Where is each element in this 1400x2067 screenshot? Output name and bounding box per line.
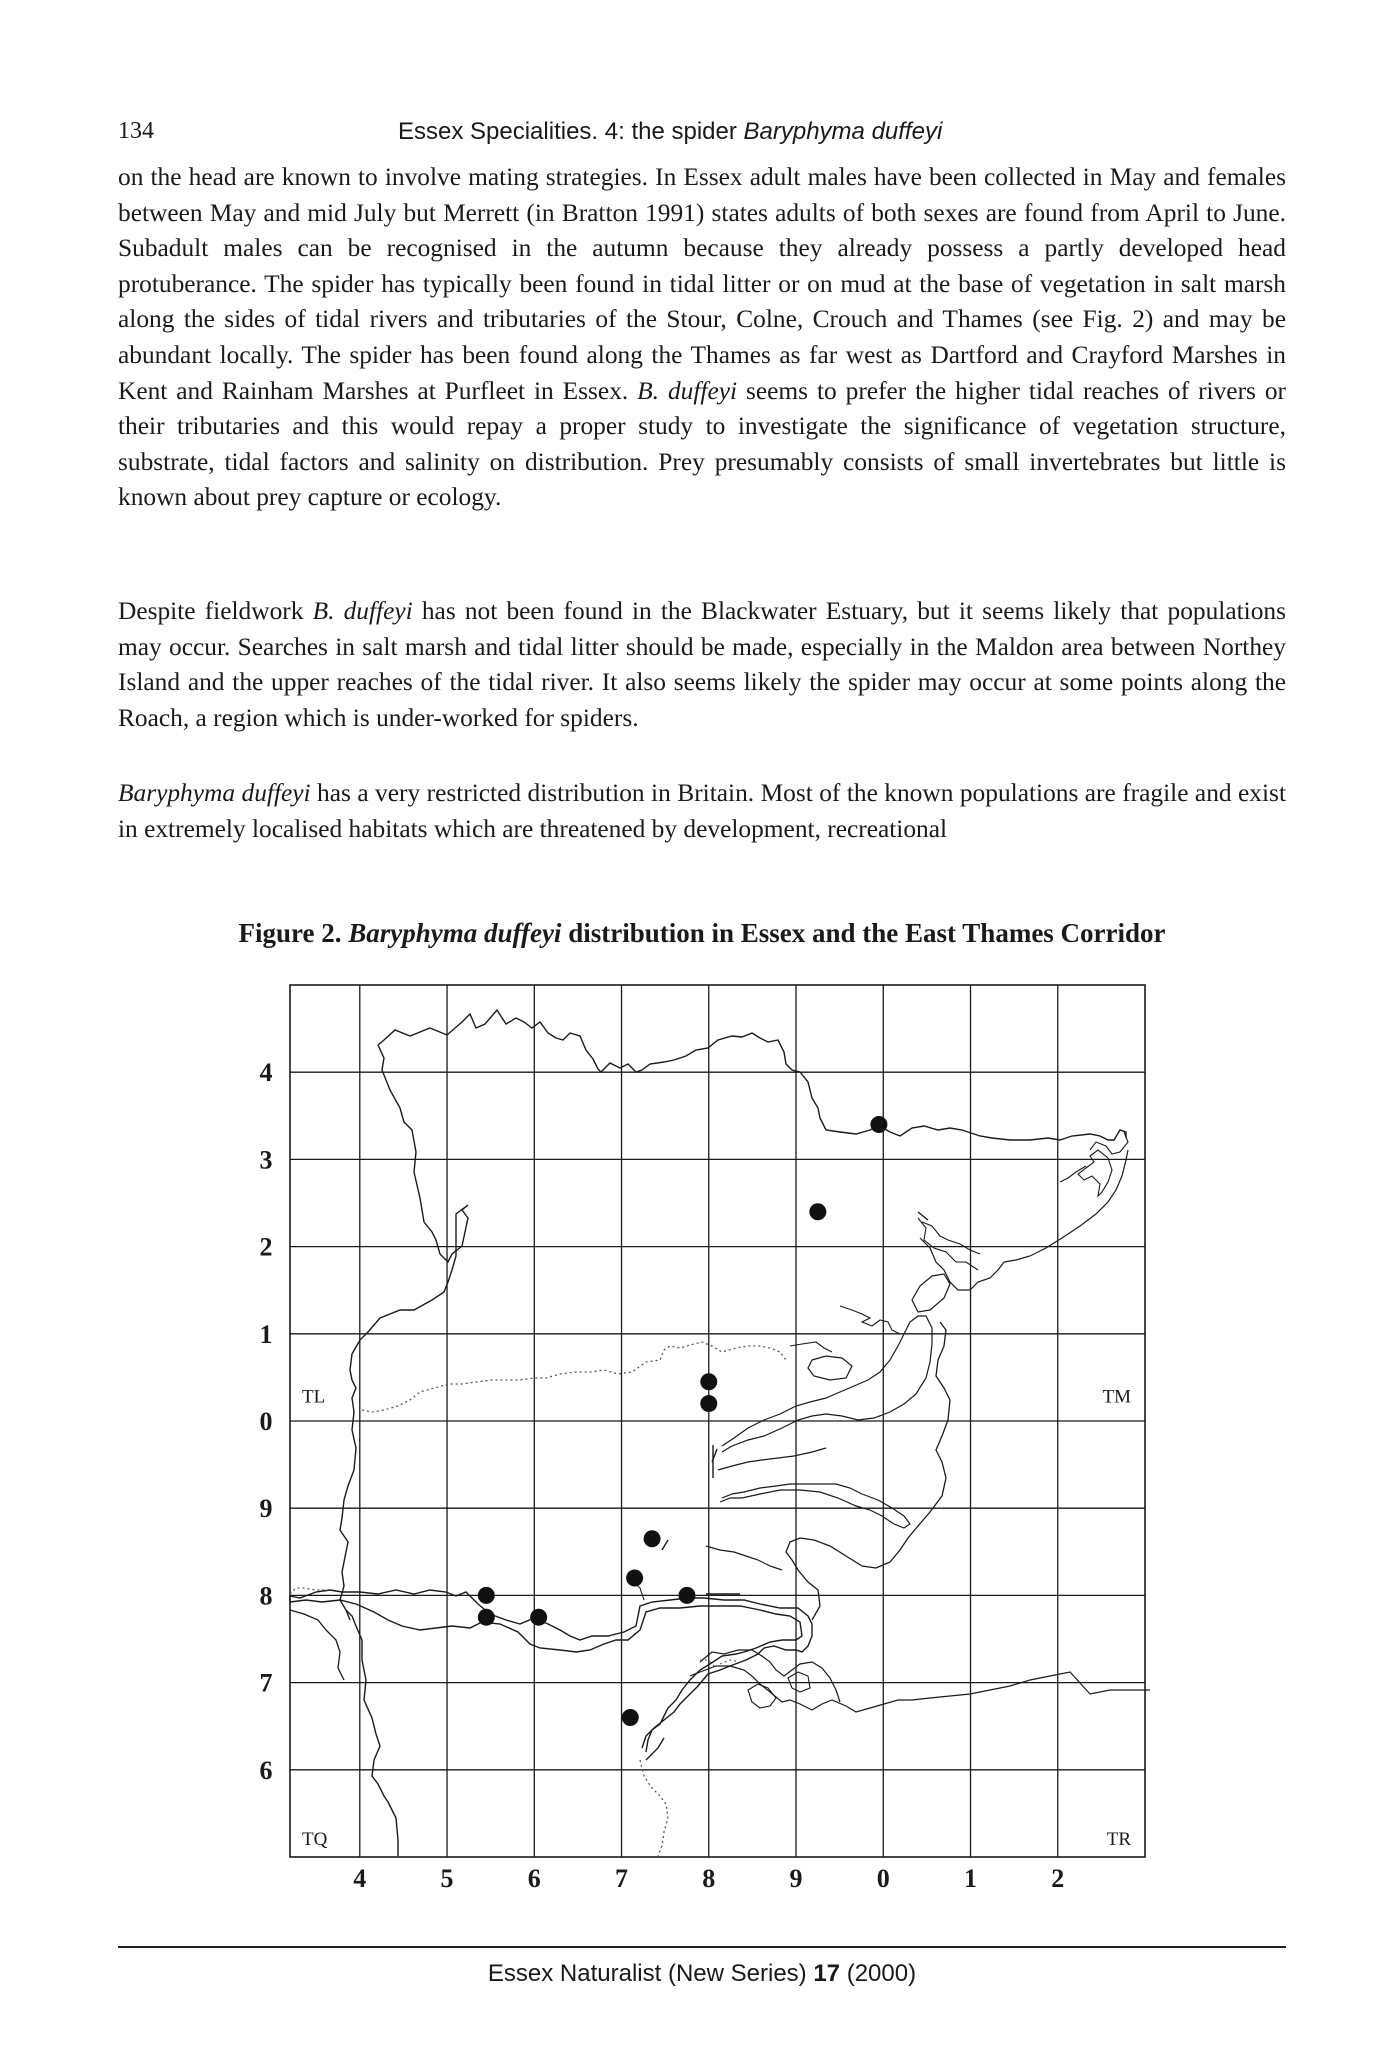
kent-boundary: [346, 1610, 398, 1856]
hamford-water: [1078, 1150, 1112, 1196]
italic-species-name: Baryphyma duffeyi: [118, 779, 311, 807]
column-label: 9: [789, 1864, 803, 1893]
colne-island: [912, 1274, 950, 1312]
page-number: 134: [118, 118, 154, 144]
record-dot: [809, 1203, 826, 1220]
county-boundary: [378, 1010, 1126, 1140]
record-dot: [678, 1587, 695, 1604]
column-label: 5: [440, 1864, 454, 1893]
footer-rule: [118, 1946, 1286, 1948]
record-leader: [646, 1738, 664, 1760]
grid-square-label: TR: [1106, 1829, 1131, 1850]
row-label: 2: [259, 1232, 273, 1262]
record-dot: [478, 1587, 495, 1604]
record-dot: [870, 1116, 887, 1133]
column-label: 1: [964, 1864, 978, 1893]
text-run: has not been found in the Blackwater Estuary, but it seems likely that populations may occur. Searches in salt marsh and tidal litter should be made, especially in the Maldon area between Northey Island and the upper reaches of the tidal river. It also seems likely the spider may occur at some points along the Roach, a region which is under-worked for spiders.: [118, 597, 1286, 732]
footer-volume: 17: [813, 1960, 841, 1987]
blackwater-estuary: [722, 1316, 932, 1452]
admin-boundary-dotted: [362, 1342, 786, 1412]
text-run: on the head are known to involve mating strategies. In Essex adult males have been collected in May and females between May and mid July but Merrett (in Bratton 1991) states adults of both sexes are found from April to June. Subadult males can be recognised in the autumn because they already possess a partly developed head protuberance. The spider has typically been found in tidal litter or on mud at the base of vegetation in salt marsh along the sides of tidal rivers and tributaries of the Stour, Colne, Crouch and Thames (see Fig. 2) and may be abundant locally. The spider has been found along the Thames as far west as Dartford and Crayford Marshes in Kent and Rainham Marshes at Purfleet in Essex.: [118, 163, 1286, 405]
admin-boundary-south-dotted: [640, 1760, 668, 1856]
crouch-estuary: [720, 1484, 910, 1528]
row-label: 6: [259, 1755, 273, 1785]
colne-creek: [918, 1218, 978, 1270]
row-label: 0: [259, 1407, 273, 1436]
roach-river: [706, 1546, 782, 1570]
row-label: 4: [259, 1058, 273, 1088]
footer-journal: Essex Naturalist (New Series): [487, 1960, 814, 1987]
page-footer: [118, 1960, 1286, 1988]
record-dot: [478, 1609, 495, 1626]
row-label: 7: [259, 1668, 273, 1698]
running-title-species: Baryphyma duffeyi: [743, 118, 943, 145]
map-grid: [290, 985, 1145, 1857]
stour-north-bank: [1060, 1166, 1086, 1182]
record-dot: [622, 1709, 639, 1726]
record-dot: [644, 1530, 661, 1547]
medway-islands: [748, 1672, 810, 1708]
record-dot: [626, 1569, 643, 1586]
record-dot: [700, 1395, 717, 1412]
row-label: 8: [259, 1581, 273, 1611]
grid-square-label: TQ: [302, 1829, 328, 1850]
crouch-upper: [718, 1448, 826, 1470]
italic-species-name: B. duffeyi: [312, 597, 413, 625]
blackwater-creeks: [840, 1306, 900, 1334]
column-label: 8: [702, 1864, 716, 1893]
caption-suffix: distribution in Essex and the East Thames Corridor: [561, 918, 1166, 948]
column-label: 0: [876, 1864, 890, 1893]
mersea-island: [808, 1356, 852, 1380]
record-leader: [662, 1540, 668, 1550]
row-label: 9: [259, 1494, 273, 1524]
record-leader: [918, 1212, 928, 1220]
column-label: 4: [353, 1864, 367, 1893]
column-label: 6: [527, 1864, 541, 1893]
record-dot: [530, 1609, 547, 1626]
record-connectors: [646, 1212, 928, 1760]
thames-west: [290, 1596, 344, 1680]
grid-square-label: TM: [1102, 1386, 1131, 1408]
footer-year: (2000): [840, 1960, 917, 1987]
thames-north-shore: [290, 1590, 812, 1748]
column-label: 2: [1051, 1864, 1065, 1893]
row-label: 1: [259, 1319, 273, 1349]
tendring-coast: [1004, 1150, 1128, 1262]
running-title-prefix: Essex Specialities. 4: the spider: [398, 118, 744, 145]
caption-prefix: Figure 2.: [238, 918, 349, 948]
medway-coast: [690, 1666, 1150, 1712]
caption-species: Baryphyma duffeyi: [348, 918, 562, 948]
text-run: seems to prefer the higher tidal reaches of rivers or their tributaries and this would repay a proper study to investigate the significance of vegetation structure, substrate, tidal factors and salinity on distribution. Prey presumably consists of small invertebrates but little is known about prey capture or ecology.: [118, 376, 1286, 512]
grid-square-label: TL: [302, 1386, 326, 1408]
column-label: 7: [615, 1864, 629, 1893]
sheppey: [700, 1650, 840, 1702]
map-outlines: [290, 1010, 1150, 1856]
text-run: Despite fieldwork: [118, 597, 313, 625]
text-run: has a very restricted distribution in Britain. Most of the known populations are fragile and exist in extremely localised habitats which are threatened by development, recreational: [118, 779, 1286, 843]
row-label: 3: [259, 1145, 273, 1175]
record-dot: [700, 1373, 717, 1390]
italic-species-name: B. duffeyi: [637, 376, 738, 405]
southend-coast: [786, 1322, 950, 1620]
grid-labels: [260, 1058, 1132, 1893]
